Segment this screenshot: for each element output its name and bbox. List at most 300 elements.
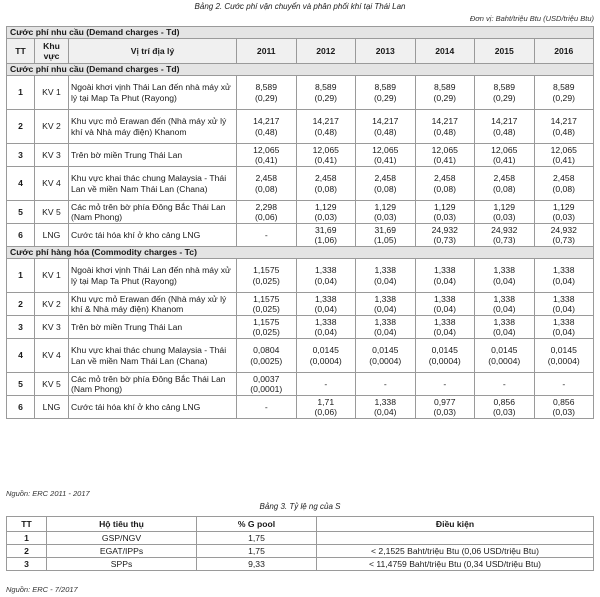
value-baht: 8,589 — [255, 82, 277, 92]
value-cell — [415, 373, 475, 396]
t3-header-cell: TT — [7, 517, 47, 532]
row-number: 4 — [7, 339, 35, 373]
value-cell — [296, 167, 356, 201]
value-cell — [237, 110, 297, 144]
value-cell — [534, 110, 594, 144]
row-number: 5 — [7, 373, 35, 396]
value-baht: 1,338 — [374, 265, 396, 275]
value-baht: 31,69 — [314, 224, 337, 235]
value-usd: (0,73) — [493, 235, 516, 245]
value-baht: 0,0804 — [253, 345, 280, 355]
value-usd: (0,08) — [255, 183, 278, 194]
table-row — [7, 339, 594, 373]
value-usd: (0,04) — [314, 275, 337, 286]
table-row — [7, 293, 594, 316]
value-cell — [475, 110, 535, 144]
value-baht: 8,589 — [493, 82, 515, 92]
value-usd: (0,03) — [493, 212, 516, 222]
value-usd: (0,48) — [374, 126, 397, 137]
value-usd: (0,03) — [433, 407, 456, 417]
value-cell — [296, 201, 356, 224]
value-usd: (0,48) — [552, 126, 575, 137]
value-usd: (0,04) — [314, 327, 337, 337]
value-usd: (0,08) — [374, 183, 397, 194]
value-baht: 14,217 — [312, 116, 339, 126]
value-cell — [356, 259, 416, 293]
value-baht: 1,129 — [552, 201, 575, 212]
value-baht: 1,338 — [374, 396, 396, 407]
value-usd: (0,0001) — [250, 384, 283, 394]
value-usd: (0,29) — [374, 92, 397, 103]
table-row — [7, 110, 594, 144]
value-baht: 8,589 — [314, 82, 337, 92]
value-cell — [534, 373, 594, 396]
table3-source: Nguồn: ERC - 7/2017 — [6, 585, 78, 594]
table2-source: Nguồn: ERC 2011 - 2017 — [6, 489, 90, 498]
value-baht: - — [324, 378, 328, 389]
value-cell — [534, 76, 594, 110]
value-baht: - — [264, 401, 268, 412]
value-baht: 12,065 — [431, 144, 458, 155]
value-baht: - — [502, 378, 506, 389]
region-cell: KV 5 — [35, 201, 69, 224]
value-cell — [237, 293, 297, 316]
value-baht: 1,338 — [552, 316, 575, 327]
value-usd: (0,73) — [552, 235, 575, 245]
value-cell — [296, 76, 356, 110]
value-usd: (0,025) — [252, 327, 280, 337]
value-cell — [475, 373, 535, 396]
value-usd: (0,04) — [493, 304, 516, 314]
table-row — [7, 373, 594, 396]
header-cell: Vị trí địa lý — [69, 39, 237, 64]
table2-unit: Đơn vị: Baht/triệu Btu (USD/triệu Btu) — [469, 14, 594, 23]
value-usd: (0,03) — [552, 212, 575, 222]
value-usd: (0,48) — [433, 126, 456, 137]
value-usd: (0,06) — [255, 212, 278, 222]
value-cell — [237, 167, 297, 201]
top-section-row — [7, 27, 594, 39]
value-cell — [296, 339, 356, 373]
value-cell — [534, 201, 594, 224]
value-usd: (0,41) — [314, 155, 337, 165]
t3-pool: 9,33 — [197, 558, 317, 571]
value-baht: 14,217 — [550, 116, 577, 126]
value-usd: (0,04) — [374, 327, 397, 337]
table2-caption: Bảng 2. Cước phí vận chuyển và phân phối khí tại Thái Lan — [194, 2, 406, 11]
value-baht: 2,458 — [433, 173, 456, 183]
row-number: 6 — [7, 396, 35, 419]
location-cell: Khu vực khai thác chung Malaysia - Thái Lan về miền Nam Thái Lan (Chana) — [69, 167, 237, 201]
region-cell: KV 3 — [35, 144, 69, 167]
t3-pool: 1,75 — [197, 545, 317, 558]
table3-caption: Bảng 3. Tỷ lệ ng của S — [259, 502, 341, 511]
value-usd: (0,04) — [374, 407, 397, 417]
value-cell — [237, 316, 297, 339]
value-baht: 1,338 — [552, 293, 575, 304]
location-cell: Ngoài khơi vịnh Thái Lan đến nhà máy xử lý tại Map Ta Phut (Rayong) — [69, 259, 237, 293]
value-baht: 1,338 — [374, 293, 396, 304]
row-number: 4 — [7, 167, 35, 201]
value-baht: 8,589 — [552, 82, 575, 92]
value-baht: 1,1575 — [253, 265, 280, 275]
row-number: 3 — [7, 144, 35, 167]
value-baht: 0,0145 — [491, 345, 518, 355]
value-cell — [356, 373, 416, 396]
t3-header-cell: % G pool — [197, 517, 317, 532]
header-cell: 2015 — [475, 39, 535, 64]
value-cell — [237, 201, 297, 224]
t3-consumer: EGAT/IPPs — [47, 545, 197, 558]
row-number: 2 — [7, 110, 35, 144]
value-usd: (0,04) — [433, 304, 456, 314]
value-baht: 12,065 — [550, 144, 577, 155]
value-usd: (0,0004) — [309, 355, 342, 366]
value-cell — [237, 396, 297, 419]
value-usd: (0,04) — [433, 327, 456, 337]
value-usd: (0,73) — [433, 235, 456, 245]
value-usd: (0,06) — [314, 407, 337, 417]
value-usd: (0,29) — [314, 92, 337, 103]
region-cell: KV 2 — [35, 110, 69, 144]
table-row — [7, 396, 594, 419]
value-usd: (0,48) — [314, 126, 337, 137]
value-usd: (0,025) — [252, 275, 280, 286]
value-cell — [296, 316, 356, 339]
value-usd: (0,29) — [493, 92, 516, 103]
value-baht: 14,217 — [431, 116, 458, 126]
t3-number: 1 — [7, 532, 47, 545]
value-usd: (0,04) — [314, 304, 337, 314]
value-cell — [237, 76, 297, 110]
t3-number: 2 — [7, 545, 47, 558]
value-cell — [356, 144, 416, 167]
value-cell — [534, 293, 594, 316]
t3-row — [7, 545, 594, 558]
value-baht: 1,1575 — [253, 293, 280, 304]
t3-header-row — [7, 517, 594, 532]
table3 — [6, 516, 594, 571]
location-cell: Khu vực khai thác chung Malaysia - Thái Lan về miền Nam Thái Lan (Chana) — [69, 339, 237, 373]
commodity-section-title: Cước phí hàng hóa (Commodity charges - Tc) — [7, 247, 594, 259]
value-baht: 8,589 — [374, 82, 396, 92]
t3-condition: < 2,1525 Baht/triệu Btu (0,06 USD/triệu Btu) — [317, 545, 594, 558]
value-cell — [356, 224, 416, 247]
value-cell — [356, 110, 416, 144]
region-cell: KV 2 — [35, 293, 69, 316]
table-row — [7, 316, 594, 339]
value-baht: 1,129 — [433, 201, 456, 212]
region-cell: KV 4 — [35, 339, 69, 373]
value-baht: 1,338 — [433, 316, 456, 327]
value-usd: (0,48) — [255, 126, 278, 137]
table-row — [7, 144, 594, 167]
value-baht: 1,129 — [493, 201, 515, 212]
region-cell: KV 1 — [35, 259, 69, 293]
value-baht: 1,338 — [552, 265, 575, 275]
value-cell — [356, 167, 416, 201]
value-cell — [356, 76, 416, 110]
value-baht: - — [264, 229, 268, 240]
value-baht: 14,217 — [253, 116, 280, 126]
header-cell: TT — [7, 39, 35, 64]
t3-pool: 1,75 — [197, 532, 317, 545]
value-cell — [534, 259, 594, 293]
value-baht: 2,458 — [374, 173, 396, 183]
value-cell — [356, 316, 416, 339]
header-cell: 2011 — [237, 39, 297, 64]
header-cell: 2016 — [534, 39, 594, 64]
value-usd: (0,0004) — [488, 355, 521, 366]
value-cell — [415, 167, 475, 201]
table-row — [7, 167, 594, 201]
value-baht: 1,338 — [493, 316, 515, 327]
location-cell: Khu vực mỏ Erawan đến (Nhà máy xử lý khí và Nhà máy điện) Khanom — [69, 110, 237, 144]
value-usd: (0,29) — [552, 92, 575, 103]
value-cell — [237, 224, 297, 247]
location-cell: Trên bờ miền Trung Thái Lan — [69, 316, 237, 339]
value-cell — [237, 259, 297, 293]
table-row — [7, 259, 594, 293]
value-usd: (1,05) — [374, 235, 397, 245]
t3-header-cell: Hộ tiêu thụ — [47, 517, 197, 532]
value-cell — [475, 224, 535, 247]
table-row — [7, 224, 594, 247]
value-usd: (0,41) — [255, 155, 278, 165]
value-baht: 0,856 — [552, 396, 575, 407]
value-usd: (0,025) — [252, 304, 280, 314]
value-usd: (0,04) — [552, 275, 575, 286]
value-cell — [534, 167, 594, 201]
value-usd: (0,04) — [493, 275, 516, 286]
t3-row — [7, 558, 594, 571]
value-cell — [475, 167, 535, 201]
value-usd: (0,03) — [314, 212, 337, 222]
table-row — [7, 76, 594, 110]
value-baht: 1,338 — [314, 293, 337, 304]
value-baht: 0,0145 — [312, 345, 339, 355]
header-cell: 2014 — [415, 39, 475, 64]
value-cell — [415, 201, 475, 224]
value-cell — [296, 144, 356, 167]
value-usd: (0,03) — [433, 212, 456, 222]
t3-condition: < 11,4759 Baht/triệu Btu (0,34 USD/triệu Btu) — [317, 558, 594, 571]
value-usd: (0,48) — [493, 126, 516, 137]
value-usd: (0,29) — [255, 92, 278, 103]
value-cell — [475, 76, 535, 110]
value-baht: 0,0145 — [431, 345, 458, 355]
value-baht: 1,338 — [433, 265, 456, 275]
value-baht: - — [443, 378, 447, 389]
value-usd: (0,04) — [374, 275, 397, 286]
t3-consumer: GSP/NGV — [47, 532, 197, 545]
value-baht: 24,932 — [491, 224, 518, 235]
value-cell — [415, 339, 475, 373]
value-cell — [356, 396, 416, 419]
value-usd: (0,0004) — [547, 355, 580, 366]
region-cell: LNG — [35, 396, 69, 419]
value-baht: - — [383, 378, 387, 389]
demand-section-title: Cước phí nhu cầu (Demand charges - Td) — [7, 64, 594, 76]
header-row — [7, 39, 594, 64]
region-cell: LNG — [35, 224, 69, 247]
value-baht: 0,0145 — [372, 345, 399, 355]
value-usd: (0,03) — [552, 407, 575, 417]
value-baht: 1,338 — [314, 265, 337, 275]
value-baht: 2,458 — [493, 173, 515, 183]
row-number: 3 — [7, 316, 35, 339]
value-usd: (0,0004) — [428, 355, 461, 366]
value-cell — [296, 110, 356, 144]
value-usd: (0,0004) — [369, 355, 402, 366]
value-cell — [415, 144, 475, 167]
value-cell — [356, 201, 416, 224]
value-baht: 24,932 — [550, 224, 577, 235]
value-cell — [415, 316, 475, 339]
value-usd: (0,41) — [493, 155, 516, 165]
value-baht: 1,338 — [374, 316, 396, 327]
table-row — [7, 201, 594, 224]
value-usd: (0,08) — [314, 183, 337, 194]
value-cell — [475, 339, 535, 373]
demand-section-row — [7, 64, 594, 76]
value-baht: 1,338 — [314, 316, 337, 327]
value-usd: (0,04) — [552, 304, 575, 314]
value-cell — [475, 293, 535, 316]
value-baht: 1,338 — [493, 265, 515, 275]
location-cell: Khu vực mỏ Erawan đến (Nhà máy xử lý khí & Nhà máy điện) Khanom — [69, 293, 237, 316]
value-baht: 12,065 — [372, 144, 399, 155]
value-cell — [415, 293, 475, 316]
value-cell — [296, 293, 356, 316]
value-baht: 1,1575 — [253, 316, 280, 327]
value-usd: (0,04) — [433, 275, 456, 286]
header-cell: Khu vực — [35, 39, 69, 64]
value-baht: 2,458 — [552, 173, 575, 183]
value-cell — [296, 259, 356, 293]
value-cell — [296, 224, 356, 247]
value-cell — [534, 224, 594, 247]
value-usd: (0,41) — [433, 155, 456, 165]
region-cell: KV 5 — [35, 373, 69, 396]
value-baht: 14,217 — [491, 116, 518, 126]
location-cell: Các mỏ trên bờ phía Đông Bắc Thái Lan (Nam Phong) — [69, 201, 237, 224]
value-cell — [534, 144, 594, 167]
value-usd: (0,41) — [374, 155, 397, 165]
value-cell — [237, 373, 297, 396]
value-cell — [415, 396, 475, 419]
value-cell — [296, 396, 356, 419]
value-usd: (0,0025) — [250, 355, 283, 366]
value-baht: 1,129 — [374, 201, 396, 212]
row-number: 1 — [7, 76, 35, 110]
value-cell — [415, 259, 475, 293]
value-cell — [534, 396, 594, 419]
t3-consumer: SPPs — [47, 558, 197, 571]
value-cell — [534, 339, 594, 373]
value-baht: 2,458 — [255, 173, 277, 183]
row-number: 2 — [7, 293, 35, 316]
location-cell: Các mỏ trên bờ phía Đông Bắc Thái Lan (Nam Phong) — [69, 373, 237, 396]
value-baht: 24,932 — [431, 224, 458, 235]
location-cell: Trên bờ miền Trung Thái Lan — [69, 144, 237, 167]
value-baht: 0,856 — [493, 396, 515, 407]
row-number: 6 — [7, 224, 35, 247]
value-cell — [415, 76, 475, 110]
t3-condition — [317, 532, 594, 545]
value-usd: (0,04) — [493, 327, 516, 337]
value-baht: 2,458 — [314, 173, 337, 183]
value-usd: (0,03) — [374, 212, 397, 222]
value-usd: (0,04) — [374, 304, 397, 314]
location-cell: Ngoài khơi vịnh Thái Lan đến nhà máy xử lý tại Map Ta Phut (Rayong) — [69, 76, 237, 110]
t3-row — [7, 532, 594, 545]
value-usd: (1,06) — [314, 235, 337, 245]
value-baht: 31,69 — [374, 224, 396, 235]
value-baht: 14,217 — [372, 116, 399, 126]
value-baht: 12,065 — [312, 144, 339, 155]
value-baht: 1,129 — [314, 201, 337, 212]
value-cell — [415, 110, 475, 144]
value-usd: (0,41) — [552, 155, 575, 165]
t3-number: 3 — [7, 558, 47, 571]
value-usd: (0,29) — [433, 92, 456, 103]
commodity-section-row — [7, 247, 594, 259]
value-cell — [534, 316, 594, 339]
value-baht: 0,0037 — [253, 373, 280, 384]
value-cell — [475, 396, 535, 419]
value-cell — [475, 259, 535, 293]
value-baht: 1,338 — [493, 293, 515, 304]
value-baht: 2,298 — [255, 201, 277, 212]
header-cell: 2013 — [356, 39, 416, 64]
table2 — [6, 26, 594, 419]
row-number: 5 — [7, 201, 35, 224]
value-usd: (0,08) — [552, 183, 575, 194]
value-baht: - — [562, 378, 566, 389]
value-baht: 8,589 — [433, 82, 456, 92]
region-cell: KV 3 — [35, 316, 69, 339]
value-cell — [475, 201, 535, 224]
top-section-title: Cước phí nhu cầu (Demand charges - Td) — [7, 27, 594, 39]
value-usd: (0,03) — [493, 407, 516, 417]
value-cell — [237, 144, 297, 167]
value-baht: 1,71 — [317, 396, 335, 407]
header-cell: 2012 — [296, 39, 356, 64]
value-cell — [475, 144, 535, 167]
value-cell — [296, 373, 356, 396]
value-usd: (0,08) — [493, 183, 516, 194]
value-baht: 0,977 — [433, 396, 456, 407]
t3-header-cell: Điều kiện — [317, 517, 594, 532]
value-cell — [356, 339, 416, 373]
row-number: 1 — [7, 259, 35, 293]
region-cell: KV 4 — [35, 167, 69, 201]
value-cell — [415, 224, 475, 247]
value-baht: 12,065 — [253, 144, 280, 155]
location-cell: Cước tái hóa khí ở kho cảng LNG — [69, 396, 237, 419]
value-baht: 12,065 — [491, 144, 518, 155]
region-cell: KV 1 — [35, 76, 69, 110]
value-cell — [356, 293, 416, 316]
value-usd: (0,04) — [552, 327, 575, 337]
value-cell — [237, 339, 297, 373]
value-cell — [475, 316, 535, 339]
value-usd: (0,08) — [433, 183, 456, 194]
value-baht: 1,338 — [433, 293, 456, 304]
value-baht: 0,0145 — [550, 345, 577, 355]
location-cell: Cước tái hóa khí ở kho cảng LNG — [69, 224, 237, 247]
